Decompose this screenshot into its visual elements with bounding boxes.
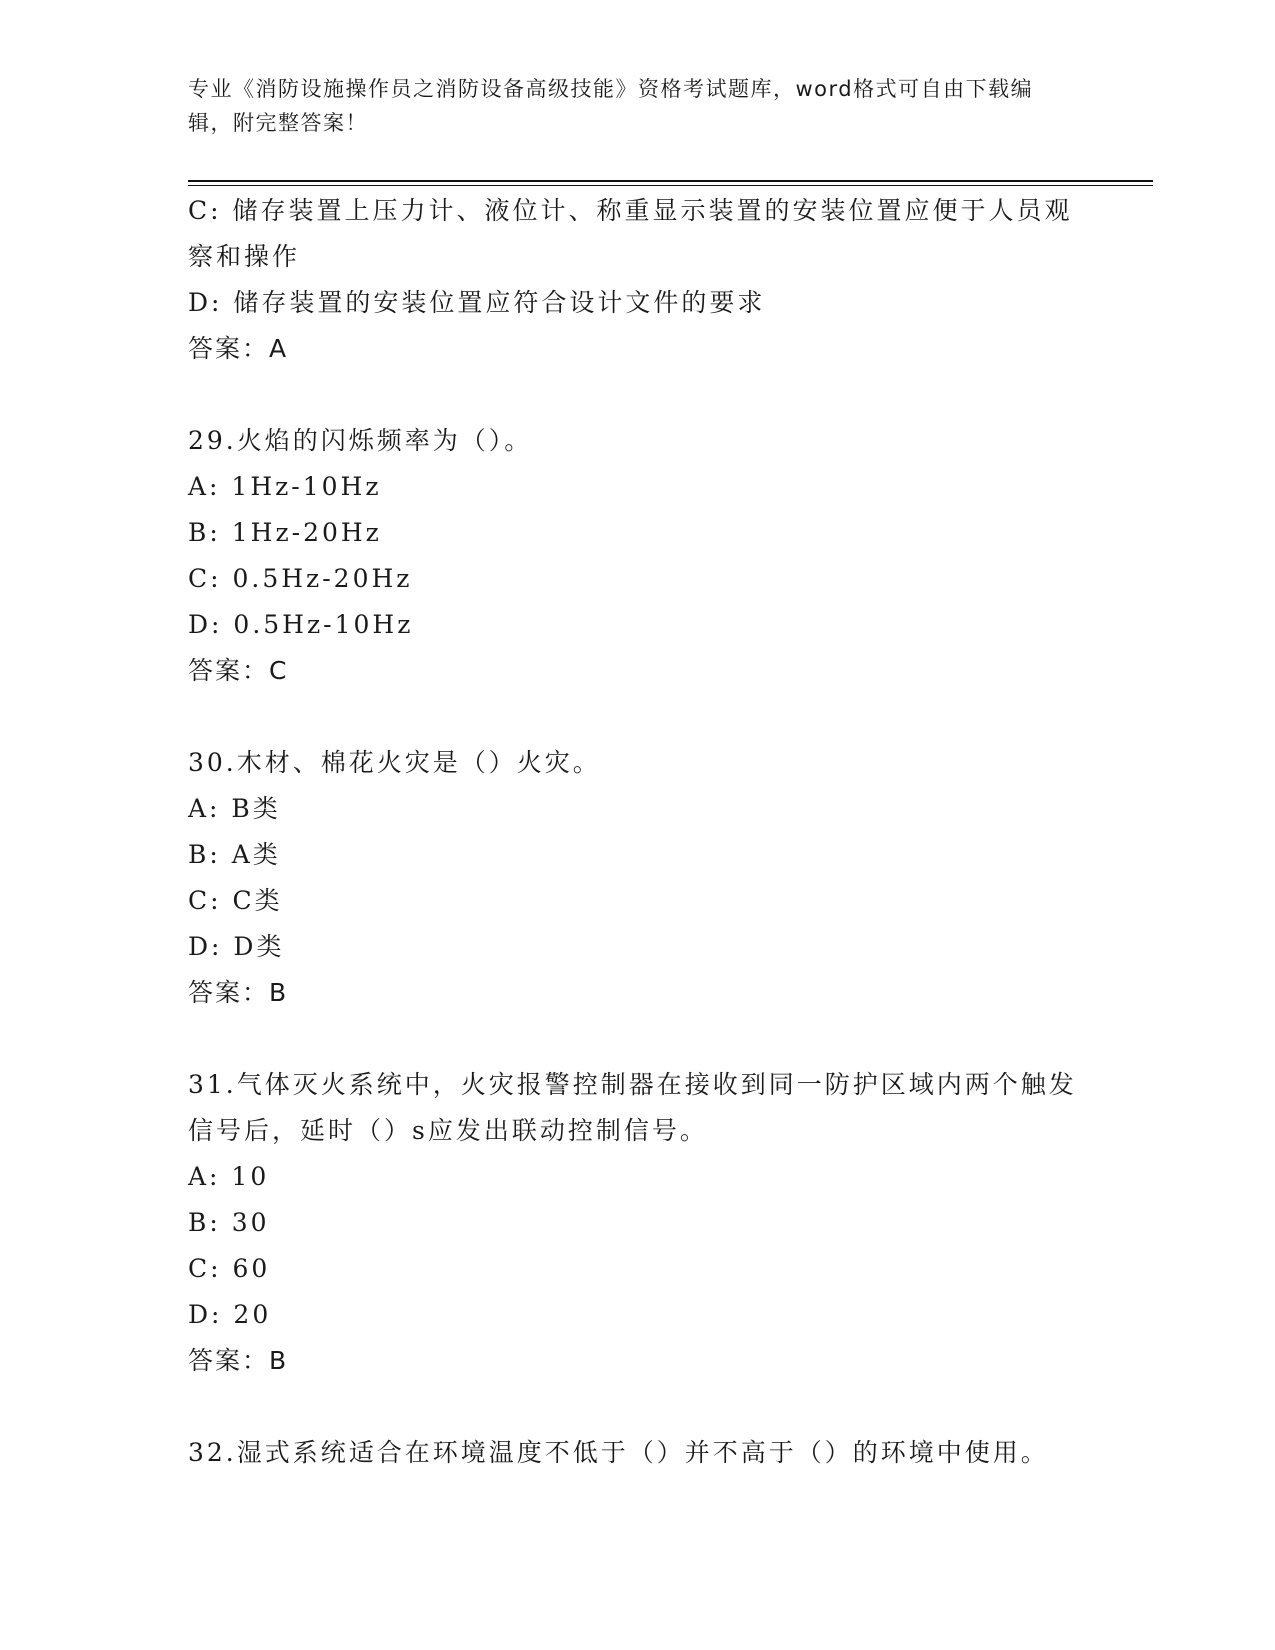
answer-line: 答案：A — [188, 334, 289, 363]
question-30 — [188, 740, 1088, 1016]
document-header: 专业《消防设施操作员之消防设备高级技能》资格考试题库，word格式可自由下载编辑，附完整答案！ — [188, 77, 1034, 135]
option-d: D: 储存装置的安装位置应符合设计文件的要求 — [188, 288, 766, 317]
spacer — [188, 1016, 1088, 1062]
option-c: C: 0.5Hz-20Hz — [188, 564, 413, 593]
option-a: A: 1Hz-10Hz — [188, 472, 382, 501]
option-c: C: 60 — [188, 1254, 271, 1283]
question-29 — [188, 418, 1088, 694]
option-b: B: 1Hz-20Hz — [188, 518, 382, 547]
header-divider-thin — [188, 185, 1153, 186]
option-b: B: A类 — [188, 840, 281, 869]
question-list — [188, 188, 1088, 1476]
question-stem: 31.气体灭火系统中，火灾报警控制器在接收到同一防护区域内两个触发信号后，延时（）s应发出联动控制信号。 — [188, 1070, 1077, 1145]
option-b: B: 30 — [188, 1208, 270, 1237]
option-a: A: B类 — [188, 794, 281, 823]
carryover-question — [188, 188, 1088, 372]
question-stem: 30.木材、棉花火灾是（）火灾。 — [188, 748, 601, 777]
question-31 — [188, 1062, 1088, 1384]
option-c: C: C类 — [188, 886, 283, 915]
answer-line: 答案：B — [188, 1346, 289, 1375]
option-d: D: 0.5Hz-10Hz — [188, 610, 414, 639]
spacer — [188, 1384, 1088, 1430]
question-stem: 29.火焰的闪烁频率为（）。 — [188, 426, 533, 455]
spacer — [188, 694, 1088, 740]
option-a: A: 10 — [188, 1162, 270, 1191]
answer-line: 答案：C — [188, 656, 289, 685]
question-stem: 32.湿式系统适合在环境温度不低于（）并不高于（）的环境中使用。 — [188, 1438, 1049, 1467]
option-d: D: D类 — [188, 932, 285, 961]
spacer — [188, 372, 1088, 418]
answer-line: 答案：B — [188, 978, 289, 1007]
question-32 — [188, 1430, 1088, 1476]
option-d: D: 20 — [188, 1300, 272, 1329]
option-c: C: 储存装置上压力计、液位计、称重显示装置的安装位置应便于人员观察和操作 — [188, 196, 1073, 271]
header-divider-thick — [188, 180, 1153, 182]
